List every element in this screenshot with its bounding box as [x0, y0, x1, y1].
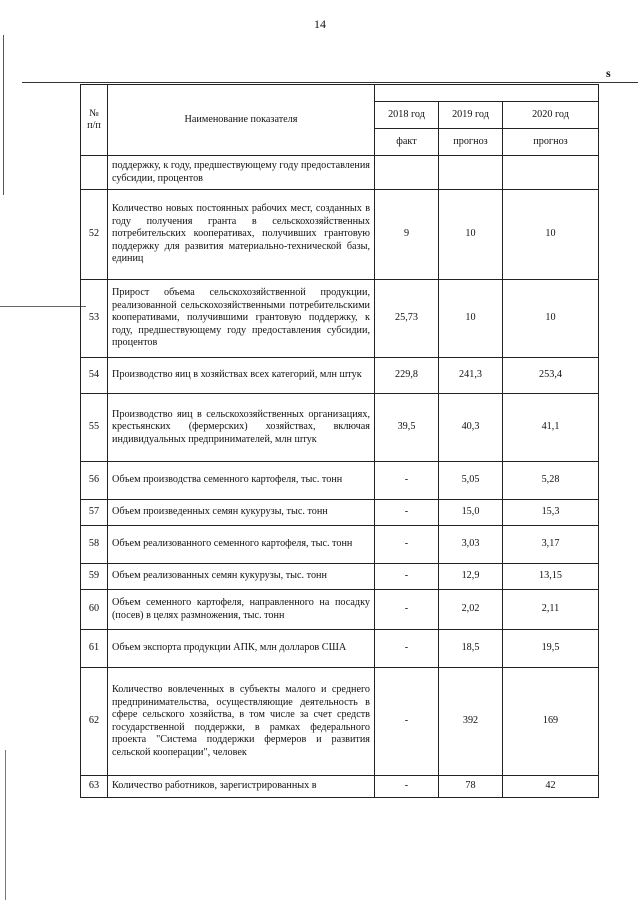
- value-2020: 13,15: [503, 564, 599, 590]
- row-number: 63: [81, 776, 108, 798]
- value-2018: [375, 156, 439, 190]
- header-year-2019: 2019 год: [439, 102, 503, 129]
- header-type-2018: факт: [375, 129, 439, 156]
- value-2018: -: [375, 776, 439, 798]
- value-2020: 10: [503, 190, 599, 280]
- table-row: [81, 668, 599, 776]
- value-2019: 40,3: [439, 394, 503, 462]
- corner-mark: s: [606, 66, 611, 80]
- value-2020: [503, 156, 599, 190]
- value-2019: 18,5: [439, 630, 503, 668]
- value-2018: -: [375, 630, 439, 668]
- scan-line-mid: [0, 306, 86, 307]
- table-row: [81, 462, 599, 500]
- value-2020: 253,4: [503, 358, 599, 394]
- value-2019: 5,05: [439, 462, 503, 500]
- page-number: 14: [314, 17, 326, 31]
- row-number: 58: [81, 526, 108, 564]
- table-row: [81, 776, 599, 798]
- value-2020: 42: [503, 776, 599, 798]
- value-2018: 25,73: [375, 280, 439, 358]
- header-row-years: [81, 85, 599, 102]
- value-2019: 10: [439, 190, 503, 280]
- value-2019: 78: [439, 776, 503, 798]
- row-number: 52: [81, 190, 108, 280]
- value-2020: 19,5: [503, 630, 599, 668]
- value-2018: -: [375, 462, 439, 500]
- indicator-name: Объем реализованного семенного картофеля, тыс. тонн: [108, 526, 375, 564]
- indicator-name: Количество работников, зарегистрированных в: [108, 776, 375, 798]
- header-blank: [375, 85, 599, 102]
- table-row: [81, 564, 599, 590]
- value-2020: 5,28: [503, 462, 599, 500]
- scan-edge-left-lower: [5, 750, 6, 900]
- indicator-name: Объем семенного картофеля, направленного на посадку (посев) в целях размножения, тыс. тонн: [108, 590, 375, 630]
- value-2018: -: [375, 668, 439, 776]
- indicator-name: Объем экспорта продукции АПК, млн долларов США: [108, 630, 375, 668]
- table-row: [81, 280, 599, 358]
- indicator-name: Производство яиц в сельскохозяйственных организациях, крестьянских (фермерских) хозяйствах, включая индивидуальных предпринимателей, млн штук: [108, 394, 375, 462]
- row-number: 57: [81, 500, 108, 526]
- value-2018: -: [375, 590, 439, 630]
- value-2019: 12,9: [439, 564, 503, 590]
- value-2018: -: [375, 564, 439, 590]
- row-number: 61: [81, 630, 108, 668]
- header-type-2020: прогноз: [503, 129, 599, 156]
- value-2019: 392: [439, 668, 503, 776]
- value-2018: 9: [375, 190, 439, 280]
- value-2018: -: [375, 500, 439, 526]
- row-number: 59: [81, 564, 108, 590]
- indicator-name: Объем произведенных семян кукурузы, тыс. тонн: [108, 500, 375, 526]
- indicators-table: [80, 84, 599, 798]
- value-2019: 3,03: [439, 526, 503, 564]
- row-number: 60: [81, 590, 108, 630]
- value-2020: 15,3: [503, 500, 599, 526]
- table-row: [81, 394, 599, 462]
- value-2019: 241,3: [439, 358, 503, 394]
- table-row: [81, 590, 599, 630]
- indicator-name: Объем реализованных семян кукурузы, тыс. тонн: [108, 564, 375, 590]
- header-year-2020: 2020 год: [503, 102, 599, 129]
- value-2020: 41,1: [503, 394, 599, 462]
- value-2020: 3,17: [503, 526, 599, 564]
- row-number: 55: [81, 394, 108, 462]
- value-2019: 10: [439, 280, 503, 358]
- header-year-2018: 2018 год: [375, 102, 439, 129]
- indicator-name: Объем производства семенного картофеля, тыс. тонн: [108, 462, 375, 500]
- value-2018: -: [375, 526, 439, 564]
- scan-line-top: [22, 82, 638, 83]
- table-row: [81, 156, 599, 190]
- header-type-2019: прогноз: [439, 129, 503, 156]
- row-number: 56: [81, 462, 108, 500]
- value-2020: 10: [503, 280, 599, 358]
- row-number: 62: [81, 668, 108, 776]
- table-row: [81, 358, 599, 394]
- table-row: [81, 630, 599, 668]
- indicator-name: Количество новых постоянных рабочих мест, созданных в году получения гранта в сельскохозяйственных потребительских кооперативах, получивших грантовую поддержку для развития материально-технической базы, единиц: [108, 190, 375, 280]
- table-row: [81, 526, 599, 564]
- table-row: [81, 190, 599, 280]
- row-number: 54: [81, 358, 108, 394]
- table-row: [81, 500, 599, 526]
- indicator-name: Производство яиц в хозяйствах всех категорий, млн штук: [108, 358, 375, 394]
- row-number: 53: [81, 280, 108, 358]
- header-indicator: Наименование показателя: [108, 85, 375, 156]
- scan-edge-left: [3, 35, 4, 195]
- value-2018: 39,5: [375, 394, 439, 462]
- row-number: [81, 156, 108, 190]
- value-2018: 229,8: [375, 358, 439, 394]
- value-2019: [439, 156, 503, 190]
- value-2020: 169: [503, 668, 599, 776]
- header-num: № п/п: [81, 85, 108, 156]
- indicator-name: Прирост объема сельскохозяйственной продукции, реализованной сельскохозяйственными потребительскими кооперативами, получившими грантовую поддержку, к году, предшествующему году предоставления субсидии, процентов: [108, 280, 375, 358]
- indicator-name: поддержку, к году, предшествующему году предоставления субсидии, процентов: [108, 156, 375, 190]
- indicator-name: Количество вовлеченных в субъекты малого и среднего предпринимательства, осуществляющие деятельность в сфере сельского хозяйства, в том числе за счет средств государственной поддержки, в рамках федерального проекта "Система поддержки фермеров и развития сельской кооперации", человек: [108, 668, 375, 776]
- value-2019: 2,02: [439, 590, 503, 630]
- value-2019: 15,0: [439, 500, 503, 526]
- value-2020: 2,11: [503, 590, 599, 630]
